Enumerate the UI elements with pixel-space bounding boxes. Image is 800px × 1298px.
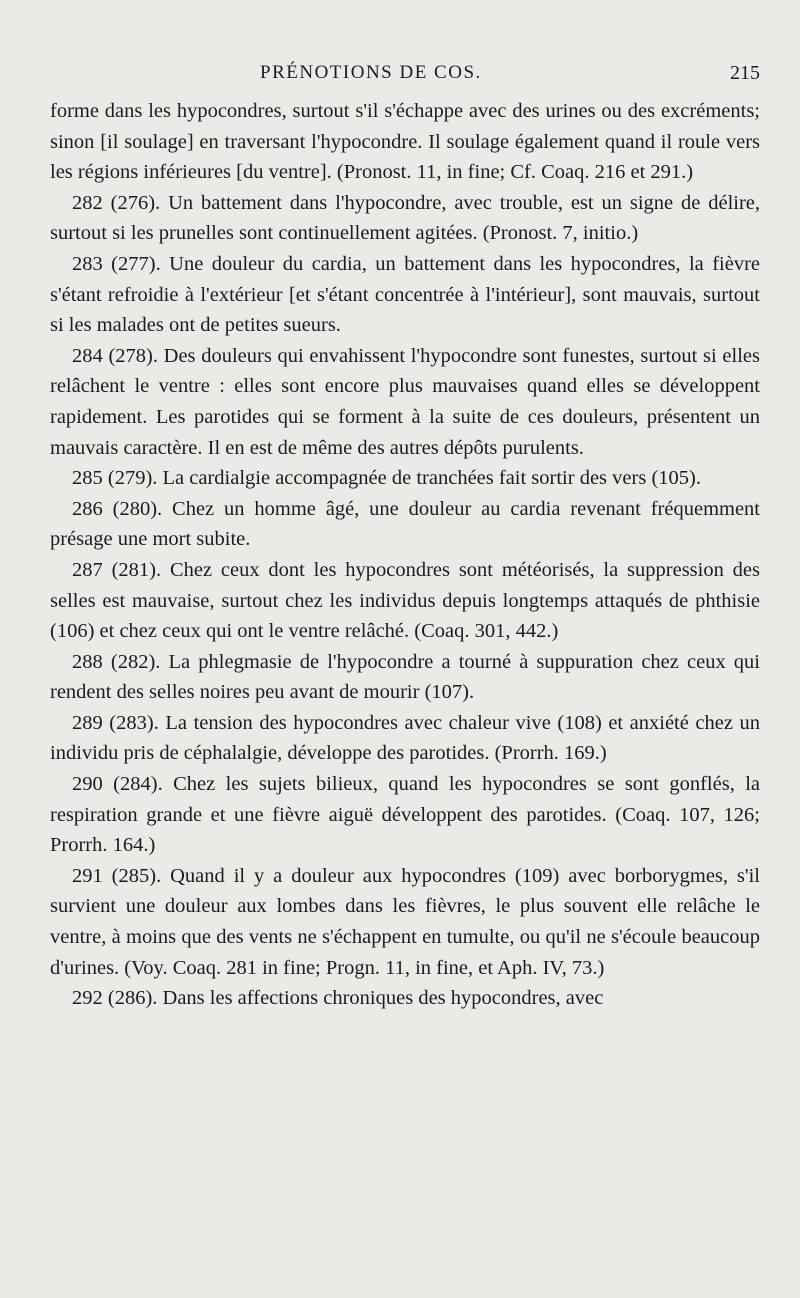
paragraph — [50, 188, 760, 249]
paragraph-text: Dans les affections chroniques des hypocondres, avec — [162, 987, 604, 1010]
paragraph-number: 289 (283). — [72, 711, 159, 734]
paragraph-number: 284 (278). — [72, 344, 158, 367]
paragraph — [50, 983, 760, 1014]
paragraph — [50, 555, 760, 647]
paragraph-text: Une douleur du cardia, un battement dans les hypocondres, la fièvre s'étant refroidie à l'extérieur [et s'étant concentrée à l'intérieur], sont mauvais, surtout si les malades ont de petites sueurs. — [50, 252, 760, 337]
paragraph-text: forme dans les hypocondres, surtout s'il s'échappe avec des urines ou des excréments; sinon [il soulage] en traversant l'hypocondre. Il soulage également quand il roule vers les régions inférieures [du ventre]. (Pronost. 11, in fine; Cf. Coaq. 216 et 291.) — [50, 100, 760, 184]
paragraph — [50, 341, 760, 463]
paragraph-number: 282 (276). — [72, 191, 161, 214]
paragraph-number: 288 (282). — [72, 650, 161, 673]
paragraph-text: La tension des hypocondres avec chaleur vive (108) et anxiété chez un individu pris de céphalalgie, développe des parotides. (Prorrh. 169.) — [50, 711, 761, 765]
paragraph-text: Chez un homme âgé, une douleur au cardia revenant fréquemment présage une mort subite. — [50, 497, 761, 551]
paragraph-text: Quand il y a douleur aux hypocondres (109) avec borborygmes, s'il survient une douleur aux lombes dans les fièvres, le plus souvent elle relâche le ventre, à moins que des vents ne s'échappent en tumulte, ou qu'il ne s'écoule beaucoup d'urines. (Voy. Coaq. 281 in fine; Progn. 11, in fine, et Aph. IV, 73.) — [50, 864, 760, 979]
paragraph — [50, 96, 760, 188]
paragraph — [50, 769, 760, 861]
paragraph-number: 285 (279). — [72, 467, 158, 490]
page-number: 215 — [730, 62, 760, 84]
paragraph-text: Chez les sujets bilieux, quand les hypocondres se sont gonflés, la respiration grande et une fièvre aiguë développent des parotides. (Coaq. 107, 126; Prorrh. 164.) — [50, 773, 761, 857]
paragraph-number: 292 (286). — [72, 987, 158, 1010]
paragraph — [50, 249, 760, 341]
paragraph-number: 291 (285). — [72, 864, 162, 887]
paragraph — [50, 861, 760, 983]
running-title: PRÉNOTIONS DE COS. — [260, 62, 482, 83]
paragraph-text: Des douleurs qui envahissent l'hypocondre sont funestes, surtout si elles relâchent le ventre : elles sont encore plus mauvaises quand elles se développent rapidement. Les parotides qui se forment à la suite de ces douleurs, présentent un mauvais caractère. Il en est de même des autres dépôts purulents. — [50, 344, 760, 459]
paragraph — [50, 647, 760, 708]
paragraph-text: La cardialgie accompagnée de tranchées fait sortir des vers (105). — [162, 467, 701, 490]
page-header — [50, 62, 760, 96]
paragraph — [50, 463, 760, 494]
paragraph-text: La phlegmasie de l'hypocondre a tourné à suppuration chez ceux qui rendent des selles noires peu avant de mourir (107). — [50, 650, 761, 704]
paragraph-text: Chez ceux dont les hypocondres sont météorisés, la suppression des selles est mauvaise, surtout chez les individus depuis longtemps attaqués de phthisie (106) et chez ceux qui ont le ventre relâché. (Coaq. 301, 442.) — [50, 558, 761, 643]
paragraph-text: Un battement dans l'hypocondre, avec trouble, est un signe de délire, surtout si les prunelles sont continuellement agitées. (Pronost. 7, initio.) — [50, 191, 761, 245]
paragraph-number: 283 (277). — [72, 252, 161, 275]
paragraph-number: 290 (284). — [72, 773, 163, 796]
paragraph — [50, 494, 760, 555]
paragraph — [50, 708, 760, 769]
paragraph-number: 287 (281). — [72, 558, 162, 581]
body-text — [50, 96, 760, 1014]
paragraph-number: 286 (280). — [72, 497, 163, 520]
